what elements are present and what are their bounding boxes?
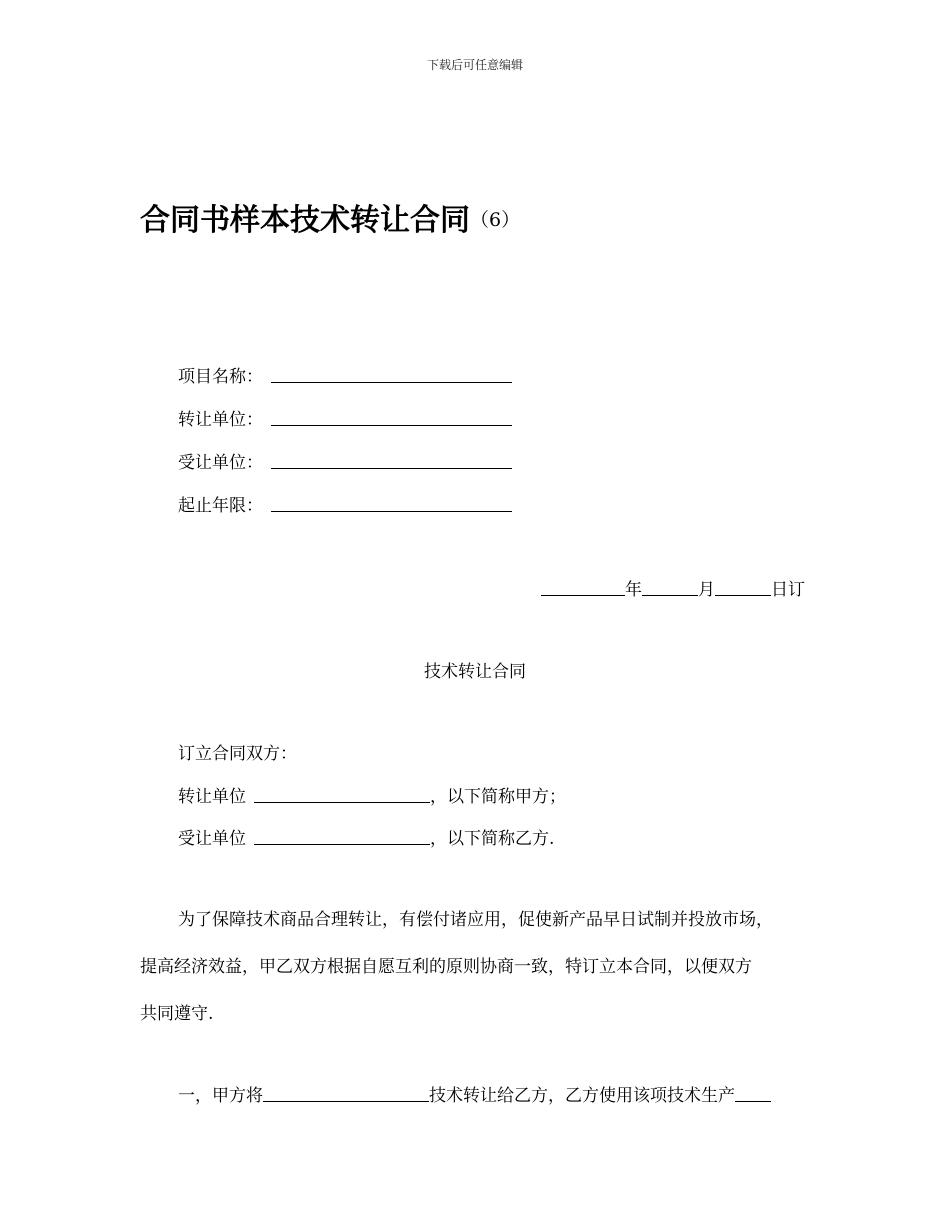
intro-paragraph [140, 906, 830, 1047]
fill-in-blank [271, 448, 512, 469]
paragraph-line: 提高经济效益，甲乙双方根据自愿互利的原则协商一致，特订立本合同，以便双方 [140, 957, 752, 977]
party-suffix: ，以下简称甲方； [430, 787, 566, 807]
parties-section [178, 740, 566, 866]
field-label: 受让单位： [178, 453, 263, 473]
field-transferee [178, 448, 512, 491]
document-title-main: 合同书样本技术转让合同 [140, 203, 470, 238]
party-label: 转让单位 [178, 787, 246, 807]
field-label: 转让单位： [178, 410, 263, 430]
parties-heading: 订立合同双方： [178, 744, 297, 764]
clause-text-start: 一，甲方将 [178, 1086, 263, 1106]
fill-in-blank [263, 1081, 429, 1102]
month-blank [642, 575, 698, 596]
fill-in-blank [735, 1081, 771, 1102]
field-project-name [178, 362, 512, 405]
document-title-suffix: （6） [470, 209, 521, 231]
year-blank [541, 575, 625, 596]
clause-text-middle: 技术转让给乙方，乙方使用该项技术生产 [429, 1086, 735, 1106]
paragraph-line: 共同遵守. [140, 1004, 214, 1024]
document-title [140, 198, 520, 243]
fill-in-blank [254, 782, 430, 803]
day-sign-label: 日订 [771, 580, 805, 600]
field-period [178, 491, 512, 534]
field-transferor [178, 405, 512, 448]
day-blank [715, 575, 771, 596]
cover-fields [178, 362, 512, 534]
month-label: 月 [698, 580, 715, 600]
field-label: 项目名称： [178, 367, 263, 387]
fill-in-blank [271, 491, 512, 512]
field-label: 起止年限： [178, 496, 263, 516]
party-suffix: ，以下简称乙方. [430, 829, 555, 849]
contract-title: 技术转让合同 [424, 662, 526, 682]
party-transferor [178, 782, 566, 824]
clause-one [178, 1081, 771, 1110]
party-label: 受让单位 [178, 829, 246, 849]
fill-in-blank [254, 824, 430, 845]
fill-in-blank [271, 405, 512, 426]
header-note: 下载后可任意编辑 [426, 58, 523, 72]
paragraph-line: 为了保障技术商品合理转让，有偿付诸应用，促使新产品早日试制并投放市场， [178, 910, 773, 930]
year-label: 年 [625, 580, 642, 600]
fill-in-blank [271, 362, 512, 383]
signing-date [541, 575, 805, 604]
party-transferee [178, 824, 566, 866]
